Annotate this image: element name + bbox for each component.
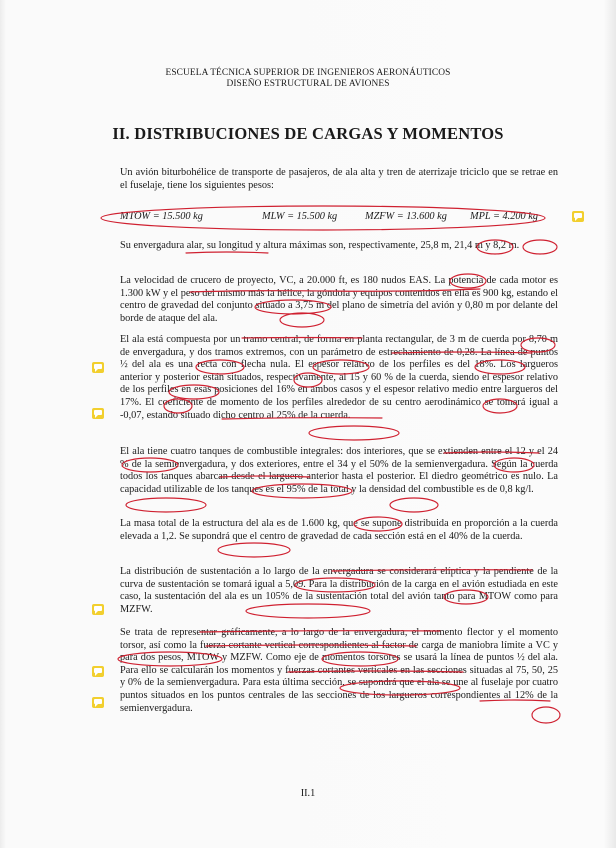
school-header: ESCUELA TÉCNICA SUPERIOR DE INGENIEROS AERONÁUTICOS bbox=[165, 68, 451, 78]
ac-circle bbox=[309, 426, 399, 440]
weight-mlw: MLW = 15.500 kg bbox=[262, 211, 338, 222]
wing-paragraph: El ala está compuesta por un tramo central, de forma en planta rectangular, de 3 m de cuerda por 8,70 m de envergadura, y dos tramos extremos, con un parámetro de estrechamiento de 0,28. La línea de puntos ½ del ala es una recta con flecha nula. El espesor relativo de los perfiles es del 18%. Los largueros anterior y posterior están situados, respectivamente, al 15 y 60 % de la cuerda, siendo el espesor relativo de los perfiles en esas posiciones del 16% en ambos casos y el espesor relativo medio entre largueros del 17%. El coeficiente de momento de los perfiles alrededor de su centro aerodinámico se tomará igual a -0,07, estando situado dicho centro al 25% de la cuerda. bbox=[120, 334, 558, 421]
course-header: DISEÑO ESTRUCTURAL DE AVIONES bbox=[226, 79, 390, 89]
capacity-circle bbox=[126, 498, 206, 512]
mass-paragraph: La masa total de la estructura del ala es de 1.600 kg, que se supone distribuida en proporción a la cuerda elevada a 1,2. Se supondrá que el centro de gravedad de cada sección está en el 40% de la cuerda. bbox=[120, 518, 558, 542]
weight-mtow: MTOW = 15.500 kg bbox=[120, 211, 203, 222]
intro-paragraph: Un avión biturbohélice de transporte de pasajeros, de ala alta y tren de aterrizaje triciclo que se retrae en el fuselaje, tiene los siguientes pesos: bbox=[120, 167, 558, 191]
page-title: II. DISTRIBUCIONES DE CARGAS Y MOMENTOS bbox=[112, 124, 504, 143]
comment-note-icon[interactable] bbox=[572, 211, 584, 222]
task-paragraph: Se trata de representar gráficamente, a lo largo de la envergadura, el momento flector y el momento torsor, así como la fuerza cortante vertical correspondientes al factor de carga de maniobra límite a VC y para dos pesos, MTOW y MZFW. Como eje de momentos torsores se usará la línea de puntos ½ del ala. Para ello se calcularán los momentos y fuerzas cortantes verticales en las secciones situadas al 75, 50, 25 y 0% de la semienvergadura. Para esta última sección, se supondrá que el ala se une al fuselaje por cuatro puntos situados en los puntos centrales de las secciones de los largueros correspondientes al 12% de la semienvergadura. bbox=[120, 627, 558, 714]
fuel-paragraph: El ala tiene cuatro tanques de combustible integrales: dos interiores, que se extienden entre el 12 y el 24 % de la semienvergadura, y dos exteriores, entre el 34 y el 50% de la semienvergadura. Según la cuerda todos los tanques abarcan desde el larguero anterior hasta el posterior. El diedro geométrico es nulo. La capacidad utilizable de los tanques es el 95% de la total y la densidad del combustible es de 0,8 kg/l. bbox=[120, 446, 558, 495]
dimensions-paragraph: Su envergadura alar, su longitud y altura máximas son, respectivamente, 25,8 m, 21,4 m y 8,2 m. bbox=[120, 240, 520, 251]
cg40-circle bbox=[218, 543, 290, 557]
density-circle bbox=[390, 498, 438, 512]
cruise-paragraph: La velocidad de crucero de proyecto, VC, a 20.000 ft, es 180 nudos EAS. La potencia de cada motor es 1.300 kW y el peso del mismo más la hélice, la góndola y equipos contenidos en ella es 900 kg, estando el centro de gravedad del conjunto situado a 3,75 m del plano de simetría del avión y 0,80 m por delante del borde de ataque del ala. bbox=[120, 275, 558, 324]
comment-note-icon[interactable] bbox=[92, 408, 104, 419]
page-number: II.1 bbox=[300, 788, 316, 799]
lift-paragraph: La distribución de sustentación a lo largo de la envergadura se considerará elíptica y la pendiente de la curva de sustentación se tomará igual a 5,09. Para la distribución de la carga en el avión estudiada en este caso, la sustentación del ala es un 105% de la sustentación total del avión tanto para MTOW como para MZFW. bbox=[120, 566, 558, 615]
comment-note-icon[interactable] bbox=[92, 666, 104, 677]
comment-note-icon[interactable] bbox=[92, 697, 104, 708]
comment-note-icon[interactable] bbox=[92, 362, 104, 373]
weight-mzfw: MZFW = 13.600 kg bbox=[365, 211, 447, 222]
weight-mpl: MPL = 4.200 kg bbox=[470, 211, 538, 222]
weights-line bbox=[120, 211, 558, 225]
comment-note-icon[interactable] bbox=[92, 604, 104, 615]
